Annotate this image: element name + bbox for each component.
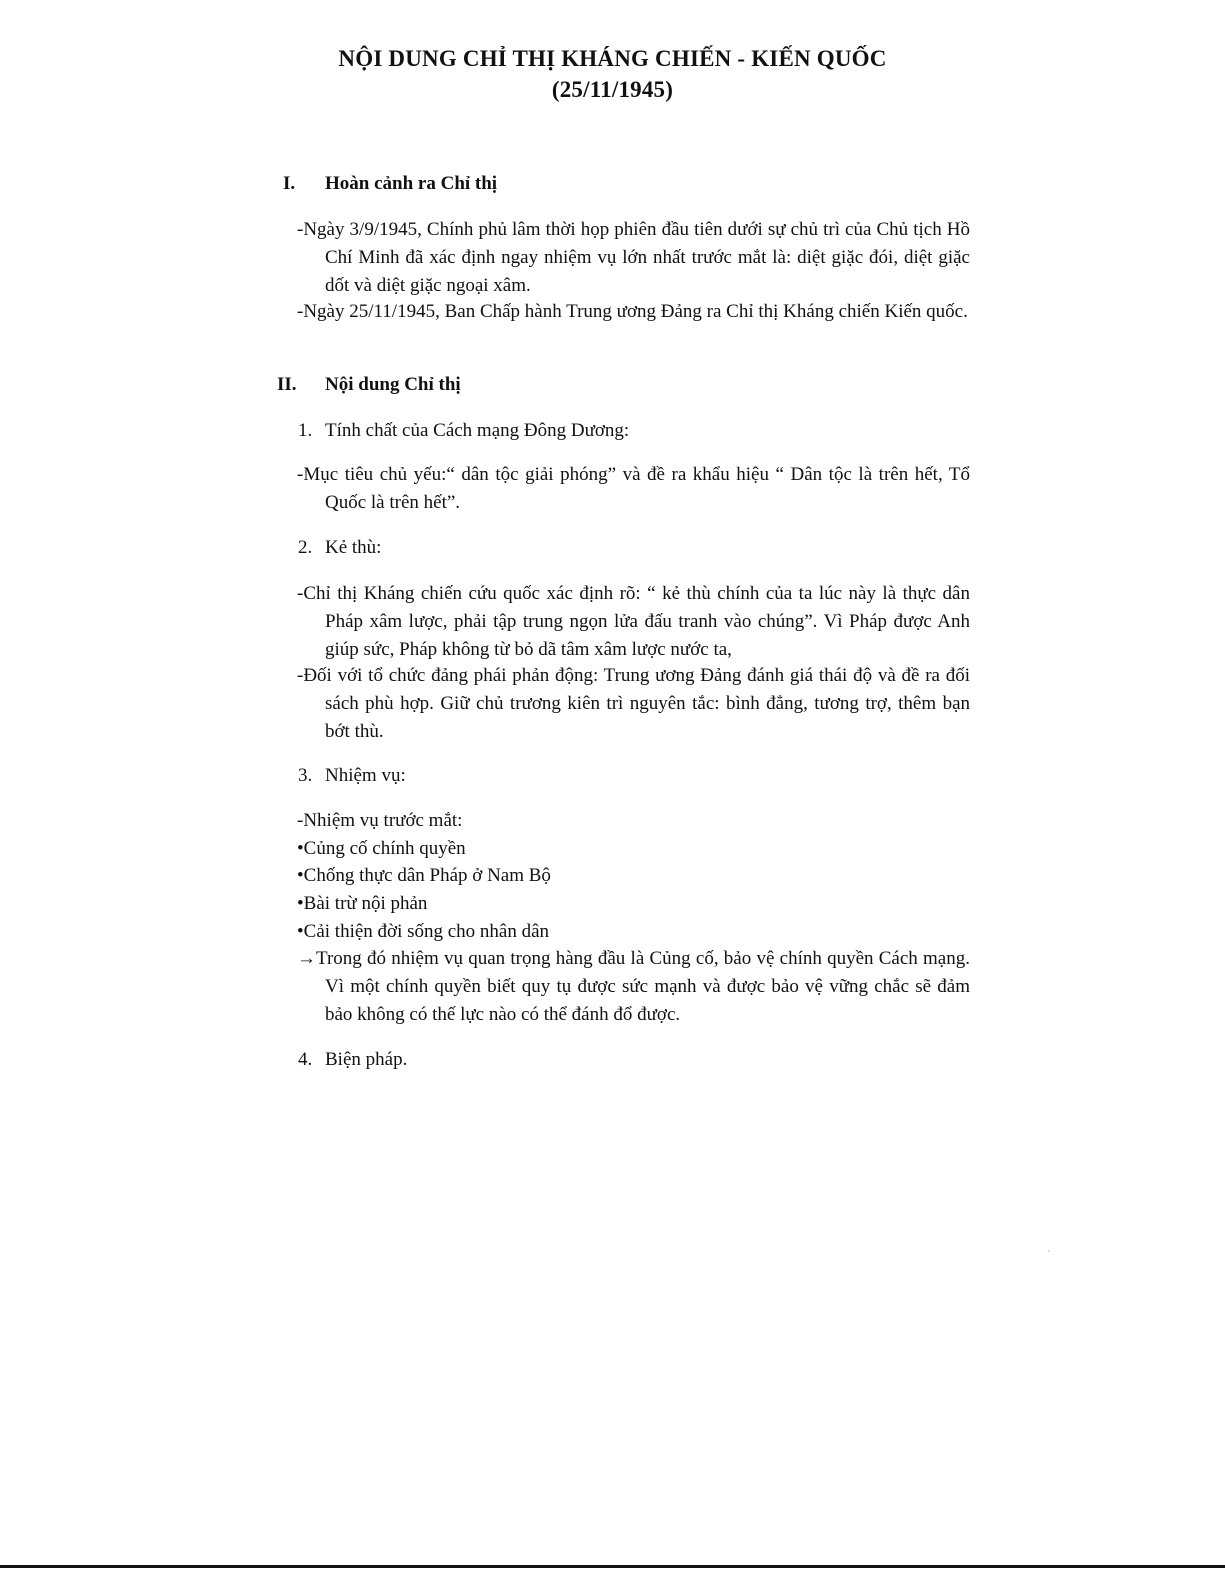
bullet-item: •Củng cố chính quyền: [297, 838, 466, 859]
section-number: I.: [283, 173, 296, 194]
page-bottom-border: [0, 1565, 1225, 1568]
item-number: 3.: [298, 765, 313, 786]
item-number: 2.: [298, 537, 313, 558]
bullet-item: •Cải thiện đời sống cho nhân dân: [297, 921, 550, 942]
bullet-item: •Bài trừ nội phản: [297, 893, 428, 914]
document-title: NỘI DUNG CHỈ THỊ KHÁNG CHIẾN - KIẾN QUỐC: [338, 46, 887, 71]
scan-speck: [1048, 1250, 1050, 1252]
section-title: Hoàn cảnh ra Chỉ thị: [325, 173, 498, 194]
item-label: Nhiệm vụ:: [325, 765, 406, 786]
conclusion-paragraph: →Trong đó nhiệm vụ quan trọng hàng đầu là Củng cố, bảo vệ chính quyền Cách mạng. Vì một chính quyền biết quy tụ được sức mạnh và được bảo vệ vững chắc sẽ đảm bảo không có thế lực nào có thể đánh đổ được.: [297, 948, 970, 1025]
paragraph: -Chỉ thị Kháng chiến cứu quốc xác định rõ: “ kẻ thù chính của ta lúc này là thực dân Pháp xâm lược, phải tập trung ngọn lửa đấu tranh vào chúng”. Vì Pháp được Anh giúp sức, Pháp không từ bỏ dã tâm xâm lược nước ta,: [297, 583, 970, 660]
item-label: Kẻ thù:: [325, 537, 382, 558]
section-number: II.: [277, 374, 297, 395]
document-date: (25/11/1945): [551, 77, 674, 102]
item-label: Tính chất của Cách mạng Đông Dương:: [325, 420, 630, 441]
task-intro: -Nhiệm vụ trước mắt:: [297, 810, 463, 831]
item-label: Biện pháp.: [325, 1049, 408, 1070]
item-number: 4.: [298, 1049, 313, 1070]
paragraph: -Ngày 25/11/1945, Ban Chấp hành Trung ương Đảng ra Chỉ thị Kháng chiến Kiến quốc.: [297, 301, 968, 322]
section-title: Nội dung Chỉ thị: [325, 374, 461, 395]
paragraph: -Ngày 3/9/1945, Chính phủ lâm thời họp phiên đầu tiên dưới sự chủ trì của Chủ tịch Hồ Chí Minh đã xác định ngay nhiệm vụ lớn nhất trước mắt là: diệt giặc đói, diệt giặc dốt và diệt giặc ngoại xâm.: [297, 219, 970, 296]
paragraph: -Đối với tổ chức đảng phái phản động: Trung ương Đảng đánh giá thái độ và đề ra đối sách phù hợp. Giữ chủ trương kiên trì nguyên tắc: bình đẳng, tương trợ, thêm bạn bớt thù.: [297, 665, 970, 742]
item-number: 1.: [298, 420, 313, 441]
bullet-item: •Chống thực dân Pháp ở Nam Bộ: [297, 865, 551, 886]
paragraph: -Mục tiêu chủ yếu:“ dân tộc giải phóng” và đề ra khẩu hiệu “ Dân tộc là trên hết, Tổ Quốc là trên hết”.: [297, 464, 970, 513]
